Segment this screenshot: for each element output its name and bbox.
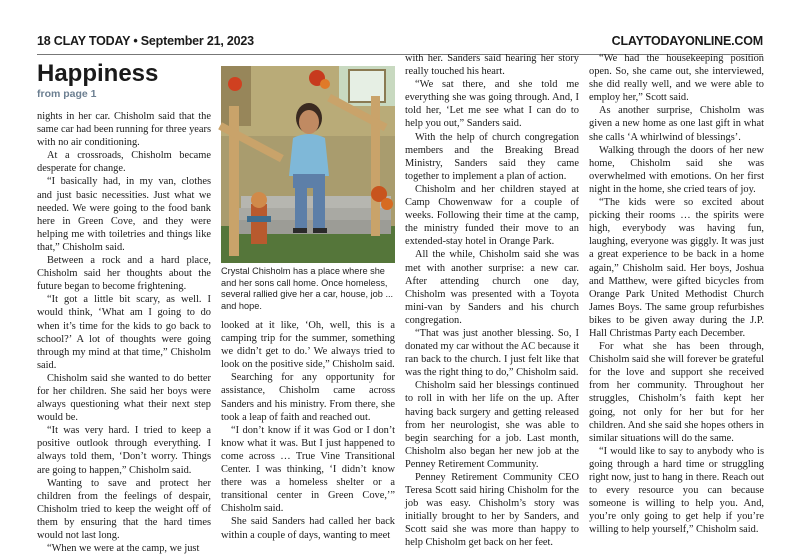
paragraph: “It was very hard. I tried to keep a positive outlook through everything. I always told them, ‘Don’t worry. Things are going to happen,” Chisholm said. — [37, 425, 211, 476]
photo-caption: Crystal Chisholm has a place where she and her sons call home. Once homeless, several rallied give her a car, house, job ... and hope. — [221, 266, 394, 311]
paragraph: with her. Sanders said hearing her story really touched his heart. — [405, 53, 579, 78]
paragraph: looked at it like, ‘Oh, well, this is a camping trip for the summer, something we didn’t get to do.’ We always tried to look on the positive side,” Chisholm said. — [221, 320, 395, 371]
paragraph: Searching for any opportunity for assistance, Chisholm came across Sanders and his ministry. From there, she took a leap of faith and reached out. — [221, 372, 395, 423]
article-column-3 — [405, 52, 579, 549]
paragraph: nights in her car. Chisholm said that the same car had been running for three years with no air conditioning. — [37, 111, 211, 149]
article-photo — [221, 66, 395, 263]
paragraph: For what she has been through, Chisholm said she will forever be grateful for the love and support she received from her community. Throughout her struggles, Chisholm’s faith kept her going, not only for her but for her children. And she said she hopes others in similar situations will do the same. — [589, 341, 764, 444]
paragraph: As another surprise, Chisholm was given a new home as one last gift in what she calls ‘A whirlwind of blessings’. — [589, 105, 764, 143]
page-folio: 18 CLAY TODAY • September 21, 2023 — [37, 34, 254, 48]
paragraph: “We sat there, and she told me everything she was going through. And, I told her, ‘Let me see what I can do to help you out,” Sanders said. — [405, 79, 579, 130]
paragraph: Walking through the doors of her new home, Chisholm said she was overwhelmed with emotions. On her first night in the home, she cried tears of joy. — [589, 144, 764, 195]
paragraph: “I don’t know if it was God or I don’t know what it was. But I just happened to come across … True Vine Transitional Center. I was thinking, ‘I didn’t know there was a homeless shelter or a transitional center in Green Cove,’” Chisholm said. — [221, 424, 395, 515]
article-column-4 — [589, 52, 764, 536]
paragraph: “When we were at the camp, we just — [47, 543, 200, 555]
paragraph: “It got a little bit scary, as well. I would think, ‘What am I going to do when it’s time for the kids to go back to school?’ A lot of thoughts were going through my mind at that time,” Chisholm said. — [37, 294, 211, 371]
paragraph: With the help of church congregation members and the Breaking Bread Ministry, Sanders said they came together to implement a plan of action. — [405, 131, 579, 182]
article-column-2 — [221, 319, 395, 541]
paragraph: Chisholm and her children stayed at Camp Chowenwaw for a couple of weeks. Following their time at the camp, the ministry funded their move to an extended-stay hotel in Orange Park. — [405, 183, 579, 248]
paragraph: “I basically had, in my van, clothes and just basic necessities. Just what we needed. We were going to the food bank here in Green Cove, and they were helping me with toiletries and things like that,” Chisholm said. — [37, 176, 211, 253]
article-title: Happiness — [37, 60, 159, 87]
paragraph: Between a rock and a hard place, Chisholm said her thoughts about the future began to become frightening. — [37, 255, 211, 293]
paragraph: “The kids were so excited about picking their rooms … the spirits were high, everybody was having fun, laughing, everyone was giggly. It was just a great experience to be back in a home again,” Chisholm said. Her boys, Joshua and Matthew, were gifted bicycles from Orange Park United Methodist Church James Boys. The same group refurbishes bikes to be given away during the J.P. Hall Christmas Party each December. — [589, 197, 764, 339]
article-column-1 — [37, 110, 211, 555]
jump-line: from page 1 — [37, 88, 97, 100]
paragraph: “That was just another blessing. So, I donated my car without the AC because it ran back to the church. I just felt like that was the right thing to do,” Chisholm said. — [405, 327, 579, 379]
paragraph: She said Sanders had called her back within a couple of days, wanting to meet — [221, 516, 395, 541]
paragraph: Chisholm said she wanted to do better for her children. She said her boys were always questioning what their next step would be. — [37, 372, 211, 424]
paragraph: Chisholm said her blessings continued to roll in with her life on the up. After having back surgery and getting released from her neurologist, she was able to begin searching for a job. Last month, Chisholm also began her new job at the Penney Retirement Community. — [405, 380, 579, 470]
paragraph: All the while, Chisholm said she was met with another surprise: a new car. After attending church one day, Chisholm was presented with a Toyota mini-van by Sanders and his church congregation. — [405, 249, 579, 326]
paragraph: “We had the housekeeping position open. So, she came out, she interviewed, she did really well, and we were able to employ her,” Scott said. — [589, 53, 764, 104]
paragraph: Wanting to save and protect her children from the feelings of despair, Chisholm tried to keep the weight off of them by ensuring that the hard times would not last long. — [37, 477, 211, 541]
porch-photo-illustration — [221, 66, 395, 263]
paragraph: “I would like to say to anybody who is going through a hard time or struggling right now, just to hang in there. Reach out to every resource you can because someone is willing to help you. And, you’re only going to get help if you’re willing to help yourself,” Chisholm said. — [589, 445, 764, 536]
paragraph: Penney Retirement Community CEO Teresa Scott said hiring Chisholm for the job was easy. Chisholm’s story was initially brought to her by Sanders, and Scott said she was more than happy to help Chisholm get back on her feet. — [405, 472, 579, 549]
paragraph: At a crossroads, Chisholm became desperate for change. — [37, 150, 211, 175]
site-url: CLAYTODAYONLINE.COM — [611, 34, 763, 48]
